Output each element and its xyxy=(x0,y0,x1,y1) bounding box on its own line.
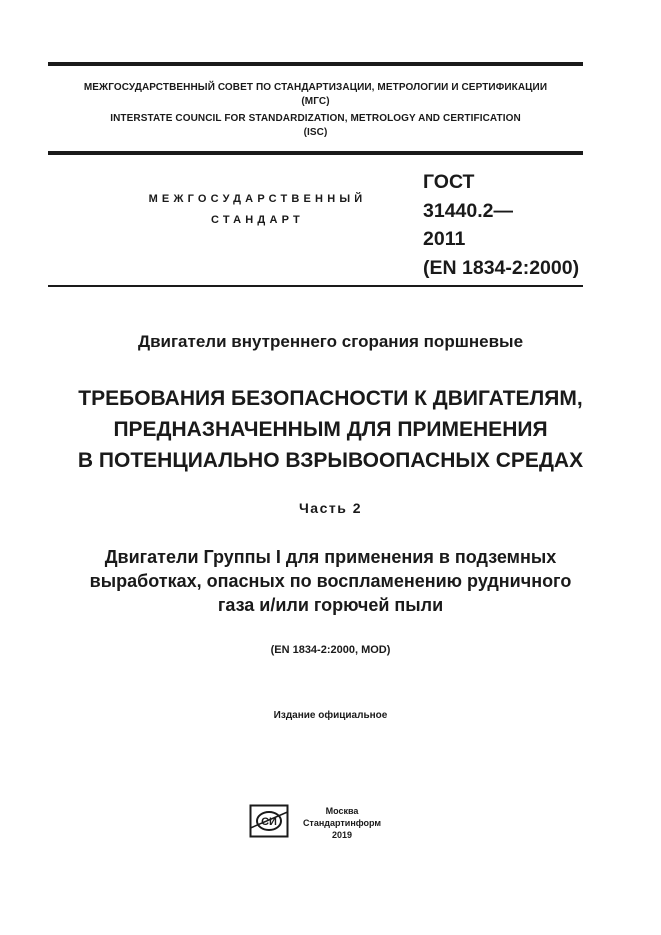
main-title-line1: ТРЕБОВАНИЯ БЕЗОПАСНОСТИ К ДВИГАТЕЛЯМ, xyxy=(78,387,583,410)
publisher-city: Москва xyxy=(325,806,359,816)
part-title-line3: газа и/или горючей пыли xyxy=(217,595,444,615)
official-edition-label: Издание официальное xyxy=(273,710,388,721)
part-title-line1: Двигатели Группы I для применения в подземных xyxy=(104,547,557,567)
gost-prefix: ГОСТ xyxy=(423,171,475,193)
standard-label-line2: СТАНДАРТ xyxy=(211,214,304,226)
header-rule xyxy=(48,151,583,155)
gost-number: 31440.2— xyxy=(423,199,513,222)
main-title-line3: В ПОТЕНЦИАЛЬНО ВЗРЫВООПАСНЫХ СРЕДАХ xyxy=(77,449,584,472)
main-title-line2: ПРЕДНАЗНАЧЕННЫМ ДЛЯ ПРИМЕНЕНИЯ xyxy=(113,418,548,441)
council-name-ru xyxy=(48,81,583,109)
part-title xyxy=(0,545,661,617)
document-main-title xyxy=(0,383,661,476)
publisher-imprint xyxy=(302,805,382,841)
standard-label xyxy=(120,189,395,231)
council-abbr-ru: (МГС) xyxy=(301,96,330,107)
council-name-en-line1: INTERSTATE COUNCIL FOR STANDARDIZATION, METROLOGY AND CERTIFICATION xyxy=(110,113,521,124)
top-rule xyxy=(48,62,583,66)
gost-designation xyxy=(423,168,579,282)
standartinform-logo-icon xyxy=(249,804,289,838)
part-title-line2: выработках, опасных по воспламенению рудничного xyxy=(89,571,572,591)
part-number: Часть 2 xyxy=(298,500,363,516)
council-name-en xyxy=(48,112,583,140)
gost-en-reference: (EN 1834-2:2000) xyxy=(423,256,580,279)
publisher-name: Стандартинформ xyxy=(302,818,382,828)
gost-year: 2011 xyxy=(423,228,466,250)
document-subtitle: Двигатели внутреннего сгорания поршневые xyxy=(137,332,524,351)
title-rule xyxy=(48,285,583,287)
logo-text: СИ xyxy=(261,816,277,828)
council-name-ru-line1: МЕЖГОСУДАРСТВЕННЫЙ СОВЕТ ПО СТАНДАРТИЗАЦИИ, МЕТРОЛОГИИ И СЕРТИФИКАЦИИ xyxy=(83,82,548,93)
publication-year: 2019 xyxy=(331,830,353,840)
en-reference: (EN 1834-2:2000, MOD) xyxy=(270,644,391,656)
standard-label-line1: МЕЖГОСУДАРСТВЕННЫЙ xyxy=(148,193,367,205)
council-abbr-en: (ISC) xyxy=(303,127,328,138)
